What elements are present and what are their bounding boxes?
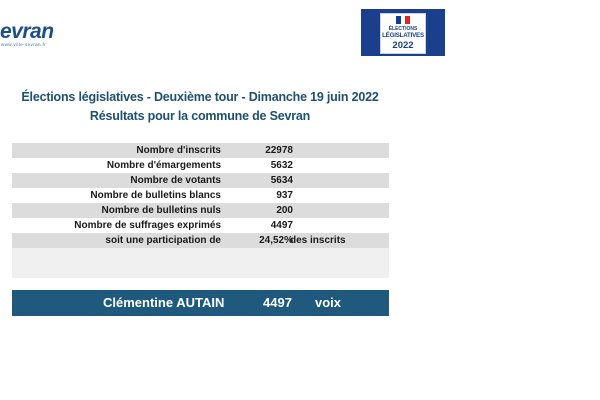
row-suffix: des inscrits [290, 235, 346, 246]
badge-line2: LÉGISLATIVES [382, 32, 424, 39]
row-value: 4497 [270, 220, 293, 231]
city-logo [0, 20, 60, 52]
page-subtitle: Résultats pour la commune de Sevran [89, 109, 311, 123]
row-label: Nombre de bulletins nuls [101, 205, 221, 216]
table-row [12, 218, 389, 233]
row-label: Nombre de suffrages exprimés [74, 220, 221, 231]
candidate-votes-unit: voix [315, 295, 342, 310]
page-title: Élections législatives - Deuxième tour - Dimanche 19 juin 2022 [21, 90, 379, 104]
row-value: 200 [276, 205, 293, 216]
badge-card [380, 13, 426, 54]
logo-url: www.ville-sevran.fr [1, 42, 47, 47]
candidate-votes: 4497 [263, 295, 292, 310]
row-value: 5632 [270, 160, 293, 171]
row-label: Nombre d'émargements [106, 160, 221, 171]
badge-line1: ÉLECTIONS [388, 26, 418, 32]
badge-year: 2022 [392, 40, 414, 51]
row-label: Nombre d'inscrits [136, 145, 221, 156]
row-label: soit une participation de [105, 235, 221, 246]
logo-text: evran [0, 20, 54, 43]
candidate-name: Clémentine AUTAIN [103, 295, 225, 310]
row-value: 937 [276, 190, 293, 201]
table-row-empty [12, 263, 389, 278]
candidate-banner [12, 290, 389, 316]
row-value: 22978 [265, 145, 293, 156]
table-row-empty [12, 248, 389, 263]
row-value: 24,52% [259, 235, 293, 246]
table-row [12, 143, 389, 158]
elections-badge [361, 9, 445, 56]
row-label: Nombre de bulletins blancs [90, 190, 221, 201]
table-row [12, 188, 389, 203]
row-label: Nombre de votants [130, 175, 221, 186]
table-row [12, 233, 389, 248]
results-table [12, 143, 389, 278]
table-row [12, 173, 389, 188]
row-value: 5634 [270, 175, 293, 186]
french-flag-icon [396, 16, 410, 24]
table-row [12, 158, 389, 173]
table-row [12, 203, 389, 218]
